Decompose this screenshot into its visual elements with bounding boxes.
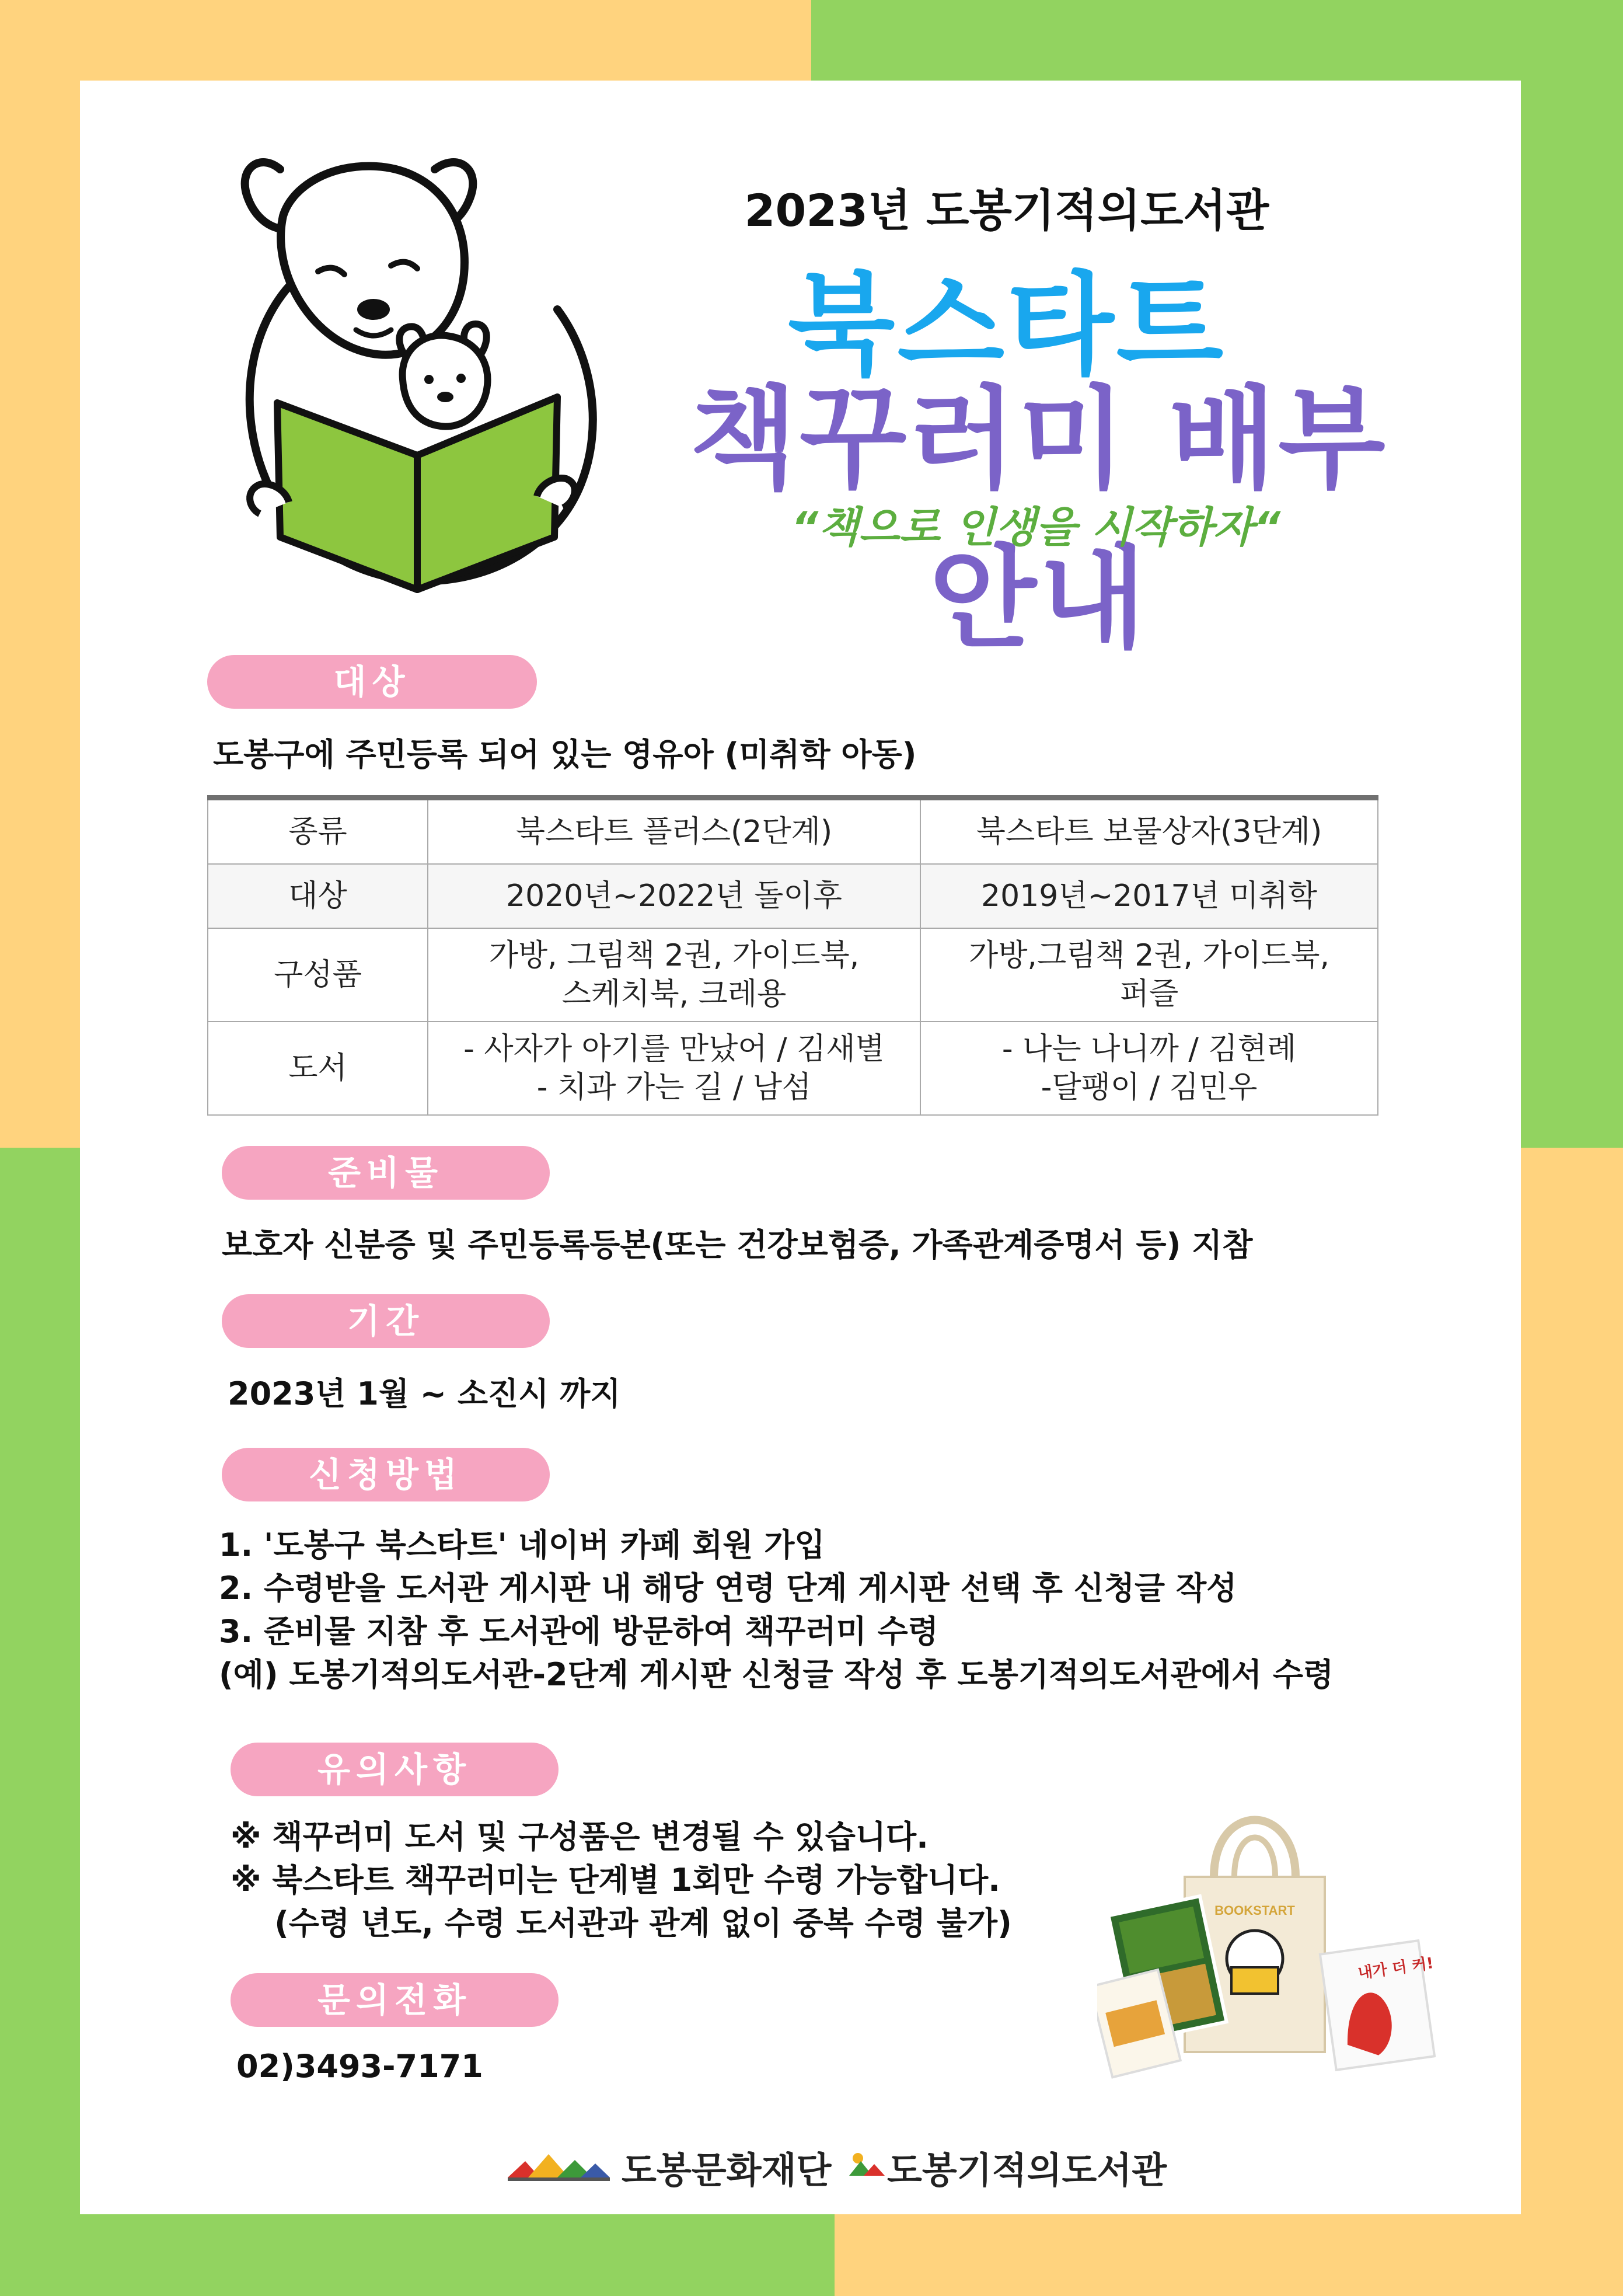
- table-cell: 도서: [208, 1022, 428, 1115]
- table-cell-line: 2020년~2022년 돌이후: [506, 879, 842, 914]
- package-table: [207, 795, 1378, 1116]
- table-row: [208, 1022, 1378, 1115]
- table-cell: 대상: [208, 864, 428, 928]
- apply-step: 1. '도봉구 북스타트' 네이버 카페 회원 가입: [219, 1527, 825, 1563]
- table-cell: [428, 864, 920, 928]
- library-logo-icon: [846, 2144, 887, 2184]
- section-label-prep: 준비물: [222, 1146, 550, 1200]
- table-cell-line: - 치과 가는 길 / 남섬: [536, 1070, 812, 1105]
- period-text: 2023년 1월 ~ 소진시 까지: [228, 1375, 621, 1412]
- prep-text: 보호자 신분증 및 주민등록등본(또는 건강보험증, 가족관계증명서 등) 지참: [222, 1227, 1253, 1263]
- section-label-contact: 문의전화: [231, 1973, 559, 2027]
- table-cell-line: 가방, 그림책 2권, 가이드북,: [488, 938, 860, 973]
- table-cell-line: 2019년~2017년 미취학: [981, 879, 1317, 914]
- table-row: [208, 864, 1378, 928]
- table-cell-line: - 나는 나니까 / 김현례: [1001, 1032, 1297, 1067]
- table-cell-line: 퍼즐: [1119, 977, 1179, 1012]
- main-title-bookstart: 북스타트: [787, 261, 1226, 390]
- bookstart-bag-image: [1097, 1789, 1436, 2087]
- bear-reading-logo: [225, 134, 598, 601]
- year-title: 2023년 도봉기적의도서관: [744, 184, 1269, 236]
- table-cell-line: - 사자가 아기를 만났어 / 김새별: [463, 1032, 885, 1067]
- section-label-period: 기간: [222, 1294, 550, 1348]
- table-header-row: [208, 798, 1378, 865]
- table-header-cell: 종류: [208, 798, 428, 865]
- book-title-text: 내가 더 커!: [1356, 1954, 1435, 1983]
- table-cell: [428, 928, 920, 1022]
- table-cell: [920, 864, 1378, 928]
- table-cell: [920, 1022, 1378, 1115]
- mountain-logo-icon: [508, 2148, 610, 2182]
- table-cell-line: 가방,그림책 2권, 가이드북,: [968, 938, 1330, 973]
- table-row: [208, 928, 1378, 1022]
- foundation-name: 도봉문화재단: [622, 2149, 832, 2192]
- notes-list: [231, 1816, 1012, 1945]
- apply-step: 3. 준비물 지참 후 도서관에 방문하여 책꾸러미 수령: [219, 1613, 938, 1650]
- main-title-distribution: 책꾸러미 배부 안내: [690, 375, 1388, 663]
- table-header-cell: 북스타트 플러스(2단계): [428, 798, 920, 865]
- contact-phone: 02)3493-7171: [236, 2048, 483, 2085]
- section-label-target: 대상: [207, 655, 537, 709]
- table-cell: [428, 1022, 920, 1115]
- footer-logos: [508, 2138, 1167, 2196]
- table-cell-line: 스케치북, 크레용: [561, 977, 787, 1012]
- section-label-notes: 유의사항: [231, 1743, 559, 1796]
- note-item: ※ 책꾸러미 도서 및 구성품은 변경될 수 있습니다.: [231, 1818, 929, 1855]
- section-label-apply: 신청방법: [222, 1448, 550, 1501]
- table-cell: 구성품: [208, 928, 428, 1022]
- table-cell: [920, 928, 1378, 1022]
- library-name: 도봉기적의도서관: [887, 2149, 1167, 2192]
- note-item: (수령 년도, 수령 도서관과 관계 없이 중복 수령 불가): [231, 1905, 1012, 1942]
- apply-step: 2. 수령받을 도서관 게시판 내 해당 연령 단계 게시판 선택 후 신청글 작성: [219, 1570, 1237, 1607]
- slogan: “책으로 인생을 시작하자“: [791, 503, 1281, 552]
- table-header-cell: 북스타트 보물상자(3단계): [920, 798, 1378, 865]
- note-item: ※ 북스타트 책꾸러미는 단계별 1회만 수령 가능합니다.: [231, 1862, 1000, 1898]
- apply-step: (예) 도봉기적의도서관-2단계 게시판 신청글 작성 후 도봉기적의도서관에서 수령: [219, 1656, 1334, 1693]
- apply-steps: [219, 1524, 1334, 1696]
- target-text: 도봉구에 주민등록 되어 있는 영유아 (미취학 아동): [213, 736, 917, 773]
- bag-brand-text: BOOKSTART: [1214, 1903, 1295, 1918]
- table-cell-line: -달팽이 / 김민우: [1041, 1070, 1258, 1105]
